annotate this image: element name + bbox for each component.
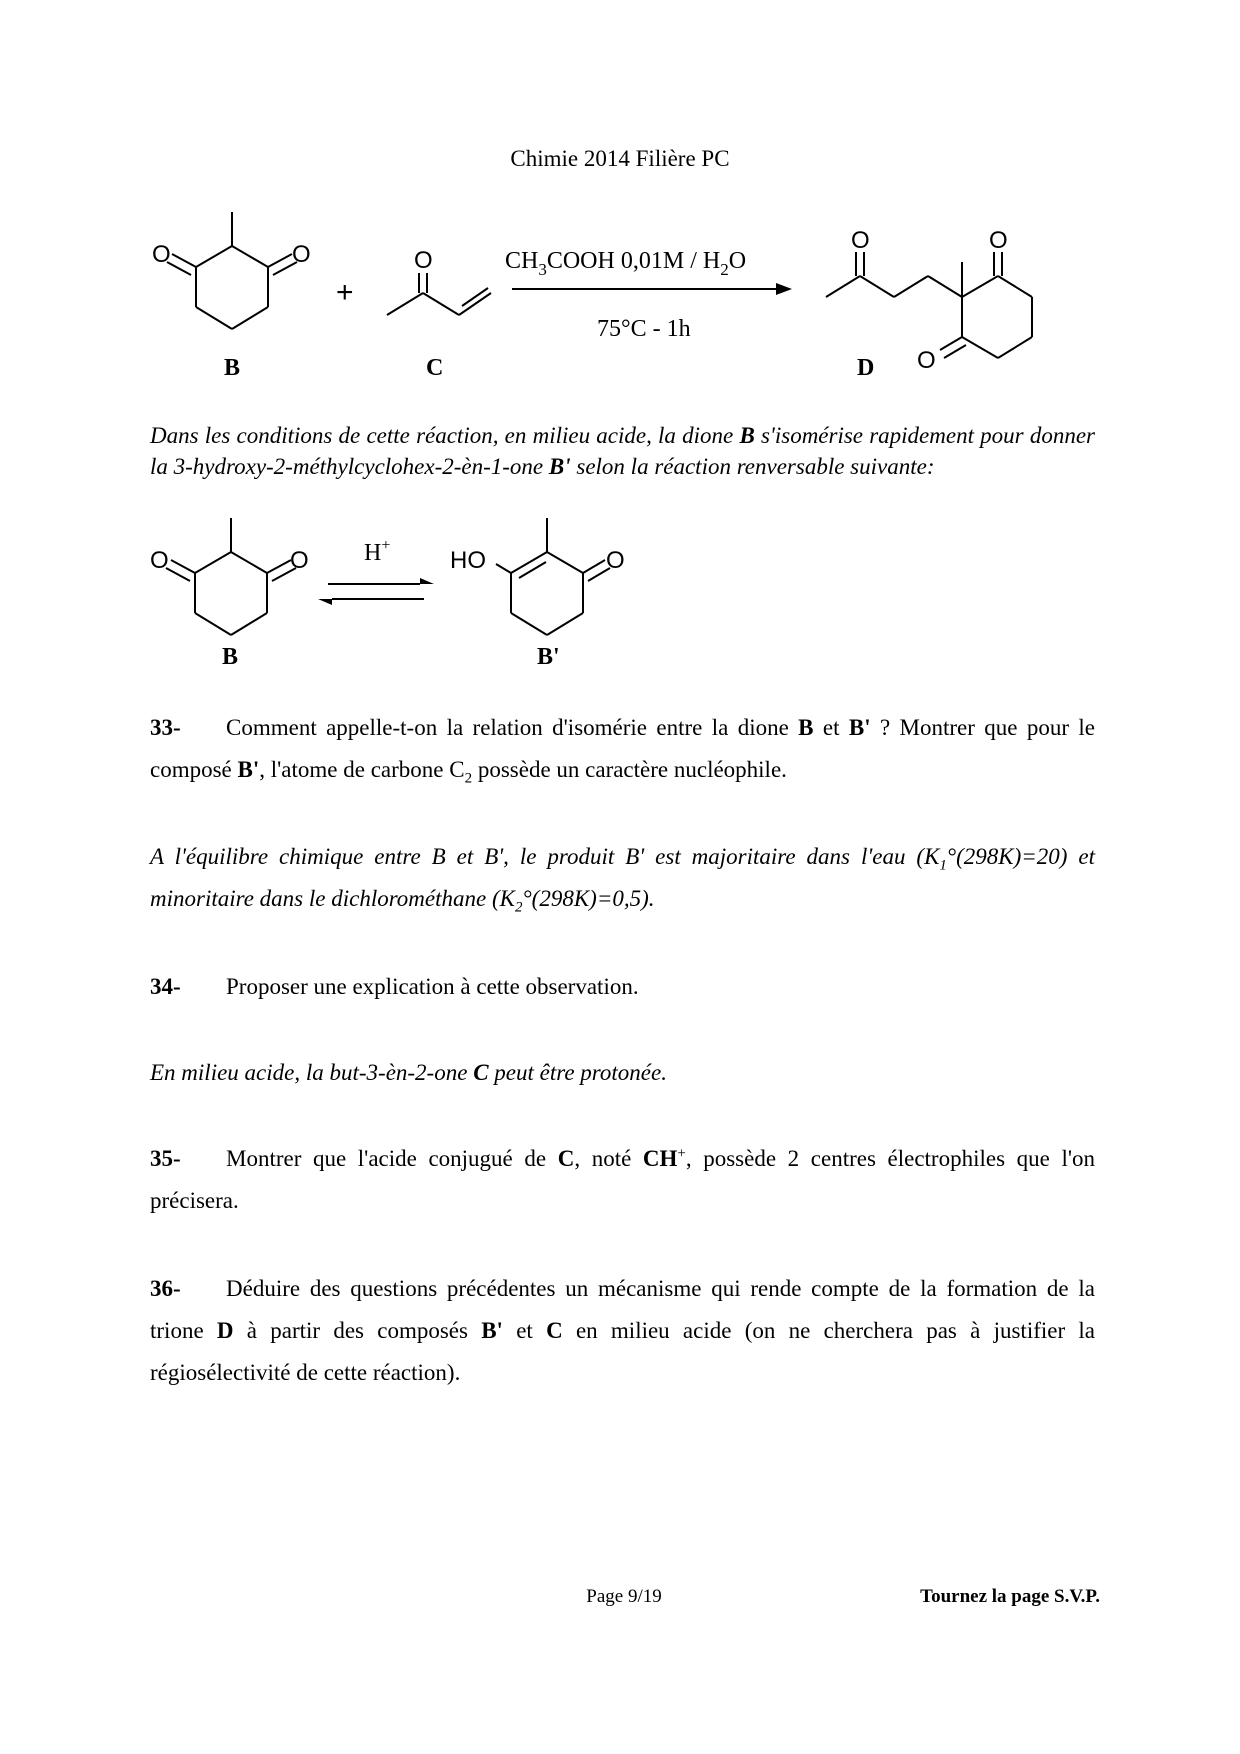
intro2-text-c: °(298K)=0,5). — [522, 886, 655, 911]
label-b: B — [224, 355, 241, 381]
question-number: 35- — [150, 1146, 181, 1171]
q35-text-a: Montrer que l'acide conjugué de — [226, 1146, 558, 1171]
intro1-text-a: Dans les conditions de cette réaction, en milieu acide, la dione — [150, 423, 740, 448]
equilibrium-arrows — [328, 584, 424, 599]
d-oxygen-top: O — [989, 227, 1008, 254]
intro-paragraph-2 — [150, 836, 1095, 920]
intro1-text-b: s'isomérise rapidement pour donner la 3-hydroxy-2-méthylcyclohex-2-èn-1-one — [150, 423, 1095, 479]
q36-bold-d: D — [216, 1318, 234, 1343]
molecule-c-structure — [387, 273, 491, 315]
intro1-text-c: selon la réaction renversable suivante: — [570, 454, 935, 479]
label-d: D — [857, 355, 875, 381]
q33-text-e: possède un caractère nucléophile. — [472, 757, 787, 782]
q35-text-c: , possède 2 centres électrophiles que l'on précisera. — [150, 1146, 1095, 1213]
intro2-text-b: °(298K)=20) et minoritaire dans le dichlorométhane (K — [150, 844, 1096, 911]
intro2-text-a: A l'équilibre chimique entre B et B', le produit B' est majoritaire dans l'eau (K — [150, 844, 940, 869]
d-oxygen-bottom: O — [917, 347, 936, 374]
bprime-hydroxyl: HO — [450, 547, 486, 574]
q33-text-c: ? Montrer que pour le composé — [150, 715, 1095, 782]
plus-sign: + — [336, 276, 354, 309]
b-oxygen-right: O — [292, 241, 311, 268]
b-oxygen-left: O — [152, 241, 171, 268]
c-oxygen: O — [414, 247, 433, 274]
q36-bold-c: C — [546, 1318, 563, 1343]
q33-text-b: et — [813, 715, 849, 740]
question-35 — [150, 1138, 1095, 1222]
question-33 — [150, 707, 1095, 791]
question-number: 34- — [150, 974, 181, 999]
intro2-sub-2: 2 — [514, 899, 523, 916]
equilibrium-arrow-head-right — [420, 578, 434, 584]
q35-text-b: , noté — [574, 1146, 643, 1171]
q33-sub: 2 — [464, 770, 473, 787]
q33-bold-bprime-2: B' — [237, 757, 260, 782]
q33-text-a: Comment appelle-t-on la relation d'isomérie entre la dione — [226, 715, 799, 740]
molecule-b-structure — [167, 212, 297, 329]
intro-paragraph-1 — [150, 420, 1095, 482]
d-oxygen-ketone: O — [851, 227, 870, 254]
q36-bold-bprime: B' — [481, 1318, 503, 1343]
reaction-arrow-head — [776, 283, 792, 295]
intro1-bold-bprime: B' — [548, 454, 571, 479]
label-bprime: B' — [537, 644, 560, 670]
question-34 — [150, 966, 1095, 1008]
condition-bottom: 75°C - 1h — [597, 316, 691, 342]
intro3-text-a: En milieu acide, la but-3-èn-2-one — [150, 1060, 474, 1085]
intro1-bold-b: B — [739, 423, 755, 448]
label-b-2: B — [222, 644, 239, 670]
equilibrium-arrow-head-left — [318, 599, 332, 605]
q34-text: Proposer une explication à cette observation. — [226, 974, 639, 999]
turn-page-note: Tournez la page S.V.P. — [920, 1586, 1100, 1607]
q36-text-b: à partir des composés — [233, 1318, 482, 1343]
q36-text-d: en milieu acide (on ne cherchera pas à justifier la régiosélectivité de cette réaction). — [150, 1318, 1095, 1385]
q36-text-c: et — [502, 1318, 547, 1343]
bprime-oxygen: O — [606, 547, 625, 574]
q35-sup: + — [677, 1145, 686, 1162]
condition-top: $CH_3COOH$ $0,01M / H_2O$ — [505, 248, 747, 279]
molecule-d-structure — [826, 252, 1032, 358]
q35-bold-ch: CH — [642, 1146, 678, 1171]
b2-oxygen-left: O — [150, 547, 169, 574]
intro3-text-b: peut être protonée. — [488, 1060, 667, 1085]
question-36 — [150, 1268, 1095, 1394]
catalyst-label: H+ — [364, 537, 391, 566]
molecule-b-structure-2 — [166, 518, 296, 635]
label-c: C — [426, 355, 444, 381]
q33-bold-bprime: B' — [848, 715, 871, 740]
reaction-schemes — [0, 0, 1240, 700]
page-number: Page 9/19 — [586, 1586, 662, 1607]
intro2-sub-1: 1 — [939, 857, 947, 874]
q35-bold-c: C — [557, 1146, 575, 1171]
question-number: 36- — [150, 1276, 181, 1301]
q36-text-a: Déduire des questions précédentes un mécanisme qui rende compte de la formation de la trione — [150, 1276, 1095, 1343]
intro-paragraph-3 — [150, 1052, 1095, 1094]
q33-bold-b: B — [798, 715, 814, 740]
q33-text-d: , l'atome de carbone C — [259, 757, 465, 782]
intro3-bold-c: C — [473, 1060, 489, 1085]
page-header: Chimie 2014 Filière PC — [510, 146, 730, 171]
question-number: 33- — [150, 715, 181, 740]
molecule-bprime-structure — [496, 518, 610, 635]
b2-oxygen-right: O — [290, 547, 309, 574]
